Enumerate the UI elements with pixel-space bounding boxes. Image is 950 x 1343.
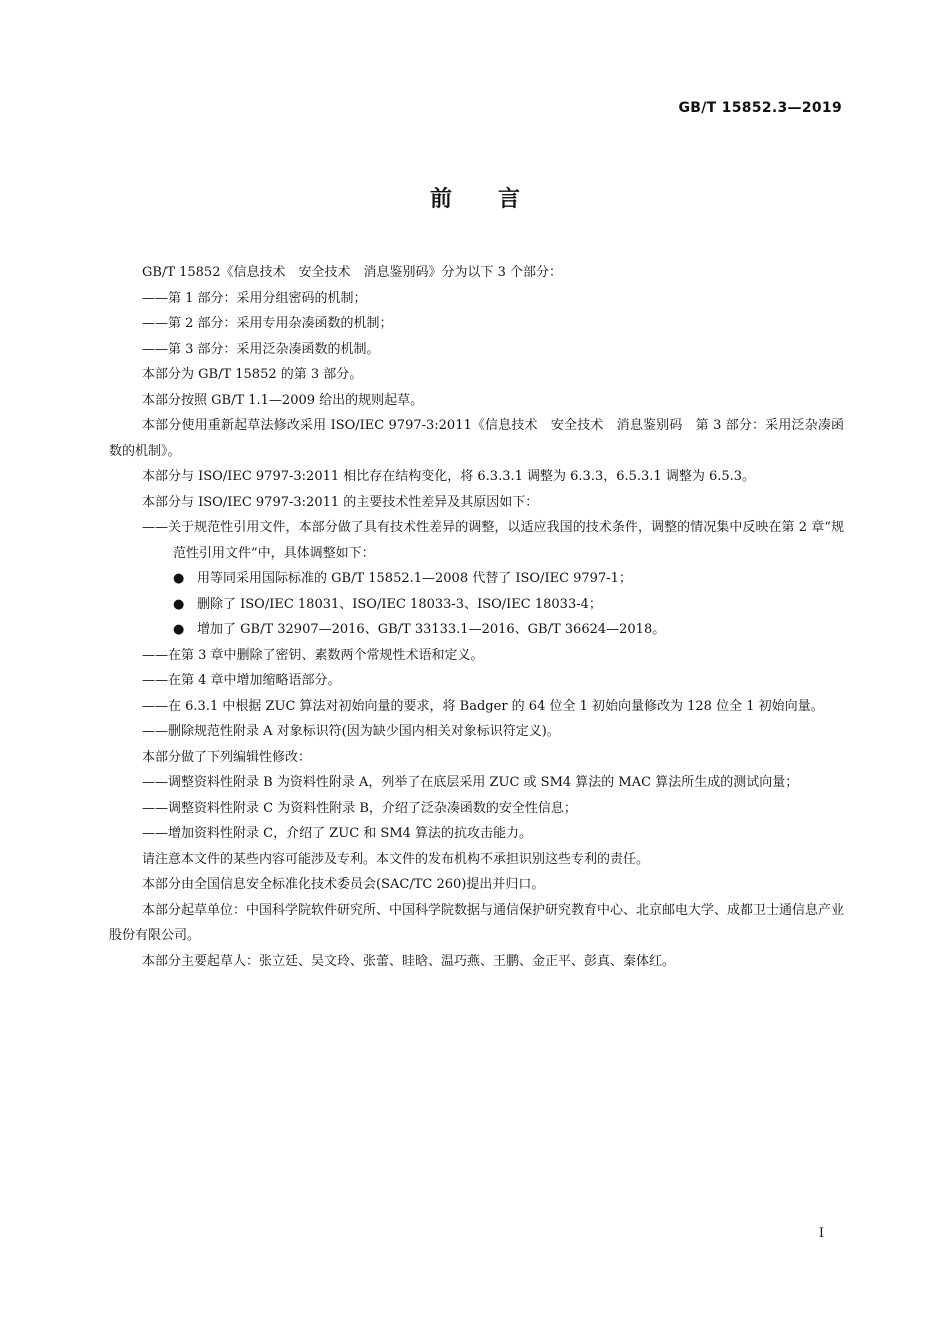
dash-item: ——调整资料性附录 C 为资料性附录 B，介绍了泛杂凑函数的安全性信息； <box>142 800 577 816</box>
bullet-text: 增加了 GB/T 32907—2016、GB/T 33133.1—2016、GB/T 36624—2018。 <box>197 622 666 637</box>
dash-item: ——在 6.3.1 中根据 ZUC 算法对初始向量的要求，将 Badger 的 64 位全 1 初始向量修改为 128 位全 1 初始向量。 <box>142 698 824 714</box>
paragraph: 本部分为 GB/T 15852 的第 3 部分。 <box>142 367 363 382</box>
dash-item: ——第 2 部分：采用专用杂凑函数的机制； <box>142 316 393 331</box>
paragraph: GB/T 15852《信息技术 安全技术 消息鉴别码》分为以下 3 个部分： <box>142 265 563 280</box>
paragraph: 本部分主要起草人：张立廷、吴文玲、张蕾、眭晗、温巧燕、王鹏、金正平、彭真、秦体红。 <box>142 953 676 969</box>
page-number: I <box>818 1226 824 1241</box>
paragraph: 本部分起草单位：中国科学院软件研究所、中国科学院数据与通信保护研究教育中心、北京邮电大学、成都卫士通信息产业股份有限公司。 <box>109 902 845 943</box>
paragraph: 本部分使用重新起草法修改采用 ISO/IEC 9797-3:2011《信息技术 安全技术 消息鉴别码 第 3 部分：采用泛杂凑函数的机制》。 <box>109 418 844 459</box>
document-id: GB/T 15852.3—2019 <box>678 100 842 116</box>
paragraph: 本部分按照 GB/T 1.1—2009 给出的规则起草。 <box>142 392 424 408</box>
paragraph: 本部分与 ISO/IEC 9797-3:2011 相比存在结构变化，将 6.3.3.1 调整为 6.3.3，6.5.3.1 调整为 6.5.3。 <box>142 469 756 484</box>
bullet-item <box>109 617 844 643</box>
dash-item: ——第 1 部分：采用分组密码的机制； <box>142 290 367 306</box>
dash-item: ——关于规范性引用文件，本部分做了具有技术性差异的调整，以适应我国的技术条件，调整的情况集中反映在第 2 章“规范性引用文件”中，具体调整如下： <box>142 520 844 561</box>
bullet-icon: ● <box>173 596 185 612</box>
dash-item: ——在第 4 章中增加缩略语部分。 <box>142 673 341 688</box>
paragraph: 本部分做了下列编辑性修改： <box>142 749 312 765</box>
bullet-icon: ● <box>173 622 185 637</box>
bullet-item <box>109 592 844 618</box>
paragraph: 本部分由全国信息安全标准化技术委员会(SAC/TC 260)提出并归口。 <box>142 877 545 892</box>
dash-item: ——在第 3 章中删除了密钥、素数两个常规性术语和定义。 <box>142 647 484 663</box>
dash-item: ——调整资料性附录 B 为资料性附录 A，列举了在底层采用 ZUC 或 SM4 算法的 MAC 算法所生成的测试向量； <box>142 775 799 790</box>
dash-item: ——第 3 部分：采用泛杂凑函数的机制。 <box>142 341 380 357</box>
bullet-item <box>109 566 844 592</box>
foreword-body <box>109 260 844 974</box>
dash-item: ——删除规范性附录 A 对象标识符(因为缺少国内相关对象标识符定义)。 <box>142 724 560 739</box>
bullet-text: 删除了 ISO/IEC 18031、ISO/IEC 18033-3、ISO/IEC 18033-4； <box>197 596 602 612</box>
bullet-icon: ● <box>173 571 185 586</box>
dash-item: ——增加资料性附录 C，介绍了 ZUC 和 SM4 算法的抗攻击能力。 <box>142 826 533 841</box>
page-title: 前言 <box>429 187 566 212</box>
paragraph: 请注意本文件的某些内容可能涉及专利。本文件的发布机构不承担识别这些专利的责任。 <box>142 851 650 867</box>
bullet-text: 用等同采用国际标准的 GB/T 15852.1—2008 代替了 ISO/IEC 9797-1； <box>197 571 632 586</box>
paragraph: 本部分与 ISO/IEC 9797-3:2011 的主要技术性差异及其原因如下： <box>142 494 539 510</box>
